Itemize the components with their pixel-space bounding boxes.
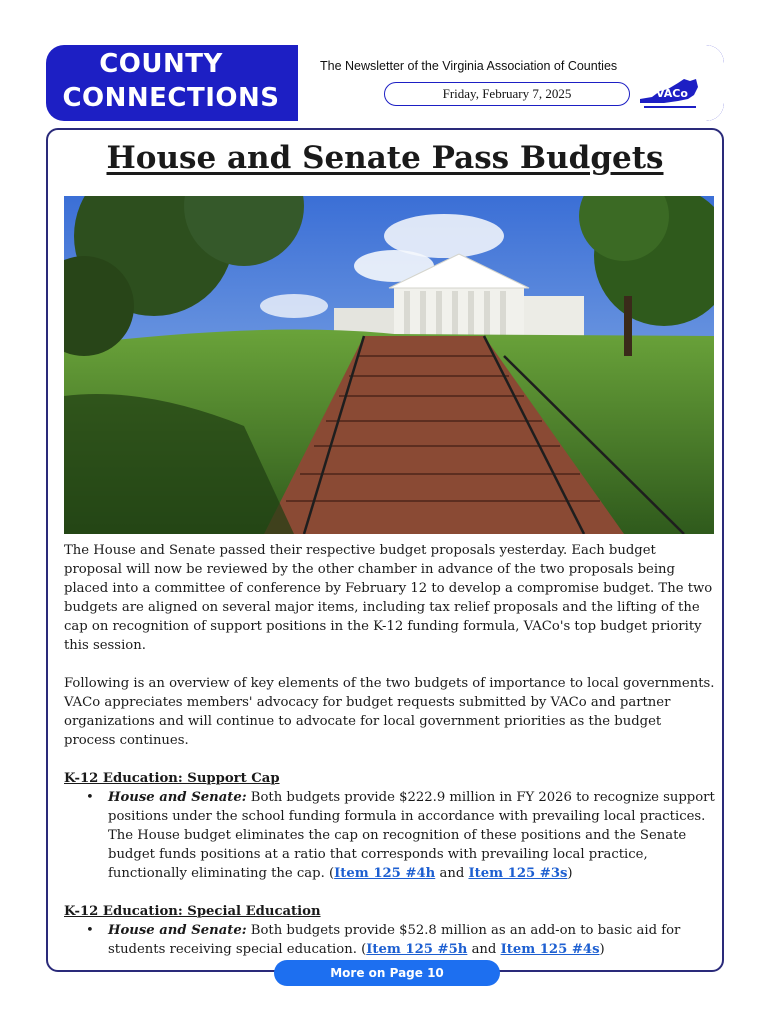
masthead-brand: [46, 45, 296, 121]
masthead-banner: [46, 45, 724, 121]
item-link[interactable]: Item 125 #3s: [468, 866, 568, 881]
newsletter-tagline: The Newsletter of the Virginia Association of Counties: [320, 59, 618, 73]
issue-date: Friday, February 7, 2025: [384, 82, 630, 106]
capitol-photo: [64, 196, 714, 534]
list-item: [86, 921, 716, 959]
item-close: ): [599, 942, 605, 957]
masthead-info: [298, 45, 724, 121]
item-link[interactable]: Item 125 #4s: [500, 942, 600, 957]
article-body: [64, 541, 716, 959]
logo-text: VACo: [656, 87, 688, 100]
item-text: Both budgets provide $222.9 million in FY 2026 to recognize support positions under the school funding formula in accordance with prevailing local practices. The House budget eliminates the cap on recognition of these positions and the Senate budget funds positions at a ratio that corresponds with prevailing local practice, functionally eliminating the cap. (: [108, 790, 715, 881]
brand-line-connections: CONNECTIONS: [62, 83, 280, 113]
item-link[interactable]: Item 125 #4h: [334, 866, 436, 881]
section-title-support-cap: K-12 Education: Support Cap: [64, 771, 280, 786]
more-on-page-button[interactable]: More on Page 10: [274, 960, 500, 986]
item-close: ): [567, 866, 573, 881]
section-list-special-education: [64, 921, 716, 959]
item-connector: and: [435, 866, 469, 881]
bullet-icon: •: [86, 790, 94, 805]
item-label: House and Senate:: [108, 923, 247, 938]
item-label: House and Senate:: [108, 790, 247, 805]
item-text: Both budgets provide $52.8 million as an add-on to basic aid for students receiving special education. (: [108, 923, 681, 957]
article-headline: House and Senate Pass Budgets: [106, 140, 664, 176]
brand-line-county: COUNTY: [99, 49, 223, 79]
section-list-support-cap: [64, 788, 716, 883]
article-paragraph-overview: Following is an overview of key elements of the two budgets of importance to local governments. VACo appreciates members' advocacy for budget requests submitted by VACo and partner organizations and will continue to advocate for local government priorities as the budget process continues.: [64, 676, 715, 748]
item-link[interactable]: Item 125 #5h: [366, 942, 468, 957]
article-paragraph-intro: The House and Senate passed their respective budget proposals yesterday. Each budget proposal will now be reviewed by the other chamber in advance of the two proposals being placed into a committee of conference by February 12 to develop a compromise budget. The two budgets are aligned on several major items, including tax relief proposals and the lifting of the cap on recognition of support positions in the K-12 funding formula, VACo's top budget priority this session.: [64, 543, 713, 653]
vaco-logo-icon: [638, 73, 702, 113]
bullet-icon: •: [86, 923, 94, 938]
item-connector: and: [467, 942, 501, 957]
list-item: [86, 788, 716, 883]
section-title-special-education: K-12 Education: Special Education: [64, 904, 321, 919]
